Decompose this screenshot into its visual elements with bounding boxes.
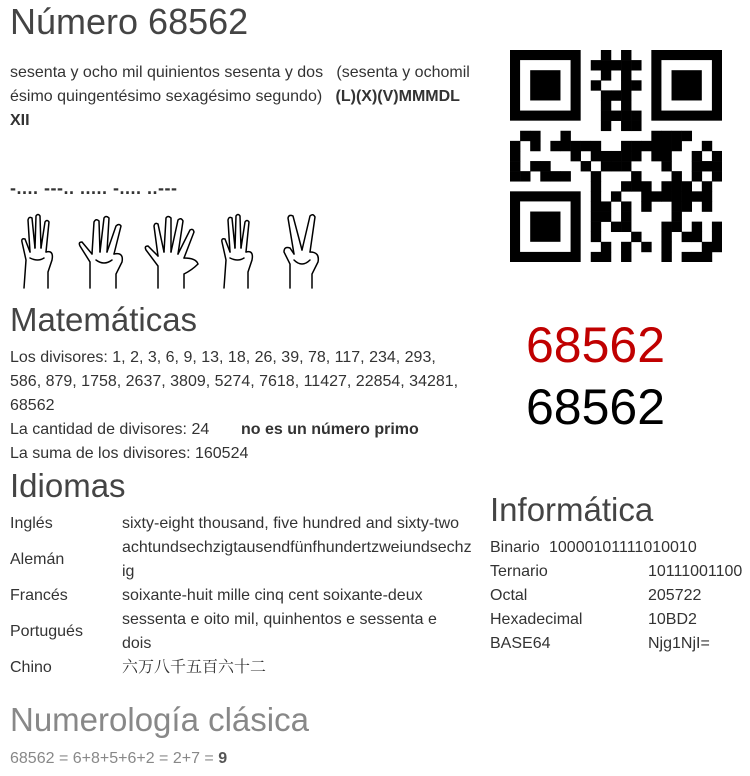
language-label: Francés xyxy=(10,587,68,604)
divisors-list: 1, 2, 3, 6, 9, 13, 18, 26, 39, 78, 117, 234, 293, 586, 879, 1758, 2637, 3809, 5274, 7618, 11427, 22854, 34281, 68562 xyxy=(10,349,459,414)
languages-heading: Idiomas xyxy=(10,467,126,504)
language-label: Portugués xyxy=(10,623,83,640)
informatics-label: Ternario xyxy=(490,563,548,580)
page-title: Número 68562 xyxy=(10,1,249,42)
language-value: sessenta e oito mil, quinhentos e sessenta e dois xyxy=(122,611,437,652)
language-row xyxy=(10,536,475,584)
numerology-formula xyxy=(10,747,227,771)
divisor-sum-value: 160524 xyxy=(194,445,249,462)
divisor-count xyxy=(10,418,209,442)
divisors-text xyxy=(10,346,470,418)
language-value: 六万八千五百六十二 xyxy=(122,659,267,676)
informatics-label: Binario xyxy=(490,539,540,556)
language-label: Inglés xyxy=(10,515,53,532)
numerology-heading: Numerología clásica xyxy=(10,701,309,738)
prime-status: no es un número primo xyxy=(241,421,419,438)
divisor-count-label: La cantidad de divisores: xyxy=(10,421,187,438)
hand-eight-icon xyxy=(76,212,132,290)
qr-code-icon xyxy=(510,50,722,262)
language-value: soixante-huit mille cinq cent soixante-deux xyxy=(122,587,423,604)
numerology-result: 9 xyxy=(218,750,228,767)
language-row xyxy=(10,512,475,536)
roman-numeral: (L)(X)(V)MMMDL XII xyxy=(10,88,460,129)
language-value: achtundsechzigtausendfünfhundertzweiundsechzig xyxy=(122,539,472,580)
language-row xyxy=(10,656,475,680)
sign-language-hands xyxy=(14,212,334,292)
number-words xyxy=(10,61,480,133)
divisor-count-value: 24 xyxy=(191,421,210,438)
informatics-value: 10BD2 xyxy=(648,611,697,628)
divisors-label: Los divisores: xyxy=(10,349,108,366)
hand-six-icon xyxy=(14,212,64,290)
hand-two-icon xyxy=(280,212,326,290)
informatics-value: 205722 xyxy=(648,587,702,604)
digits-red: 68562 xyxy=(526,317,666,373)
hand-six-icon xyxy=(214,212,264,290)
informatics-label: Octal xyxy=(490,587,528,604)
numerology-expression: 68562 = 6+8+5+6+2 = 2+7 = xyxy=(10,750,214,767)
language-row xyxy=(10,608,475,656)
cardinal-words: sesenta y ocho mil quinientos sesenta y dos xyxy=(10,64,324,81)
informatics-label: Hexadecimal xyxy=(490,611,583,628)
ordinal-words: (sesenta y ochomil ésimo quingentésimo sexagésimo segundo) xyxy=(10,64,470,105)
divisor-sum-label: La suma de los divisores: xyxy=(10,445,191,462)
language-label: Alemán xyxy=(10,551,65,568)
divisor-sum xyxy=(10,442,248,466)
informatics-label: BASE64 xyxy=(490,635,551,652)
morse-code: -.... ---.. ..... -.... ..--- xyxy=(10,178,178,198)
informatics-value: 10000101111010010 xyxy=(549,539,697,556)
language-label: Chino xyxy=(10,659,52,676)
language-value: sixty-eight thousand, five hundred and sixty-two xyxy=(122,515,460,532)
hand-five-icon xyxy=(142,212,204,290)
language-row xyxy=(10,584,475,608)
math-heading: Matemáticas xyxy=(10,301,198,338)
informatics-value: Njg1NjI= xyxy=(648,635,710,652)
informatics-value: 10111001100 xyxy=(648,563,743,580)
digits-black: 68562 xyxy=(526,379,666,435)
informatics-heading: Informática xyxy=(490,491,654,528)
